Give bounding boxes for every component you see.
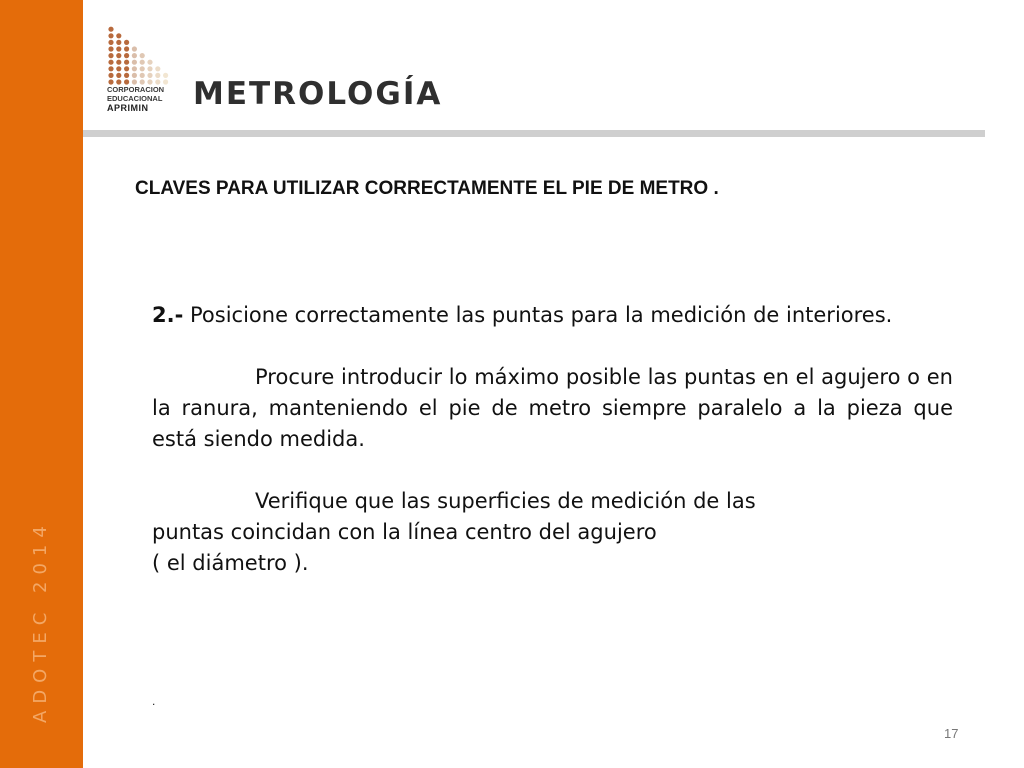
page-number: 17	[944, 726, 959, 741]
logo-caption	[107, 86, 177, 114]
slide-body	[152, 300, 953, 579]
stray-dot: .	[152, 694, 156, 708]
logo-line-2: EDUCACIONAL	[107, 93, 163, 103]
slide-heading: CLAVES PARA UTILIZAR CORRECTAMENTE EL PIE DE METRO .	[135, 178, 719, 199]
point-number: 2.-	[152, 303, 184, 327]
point-text: Posicione correctamente las puntas para la medición de interiores.	[190, 303, 893, 327]
page-title: METROLOGÍA	[193, 76, 443, 112]
paragraph-2-line-3: ( el diámetro ).	[152, 551, 309, 575]
point-paragraph	[152, 300, 953, 331]
sidebar-vertical-text: ADOTEC 2014	[30, 519, 51, 723]
header-divider	[83, 130, 985, 137]
paragraph-2-line-1: Verifique que las superficies de medición de las	[255, 489, 756, 513]
paragraph-1	[152, 362, 953, 455]
paragraph-2	[152, 486, 953, 579]
paragraph-1-text: Procure introducir lo máximo posible las puntas en el agujero o en la ranura, manteniendo el pie de metro siempre paralelo a la pieza que está siendo medida.	[152, 365, 953, 451]
sidebar-band	[0, 0, 83, 768]
logo-line-1: CORPORACION	[107, 85, 165, 94]
logo-brand: APRIMIN	[107, 103, 149, 113]
paragraph-2-line-2: puntas coincidan con la línea centro del agujero	[152, 520, 657, 544]
